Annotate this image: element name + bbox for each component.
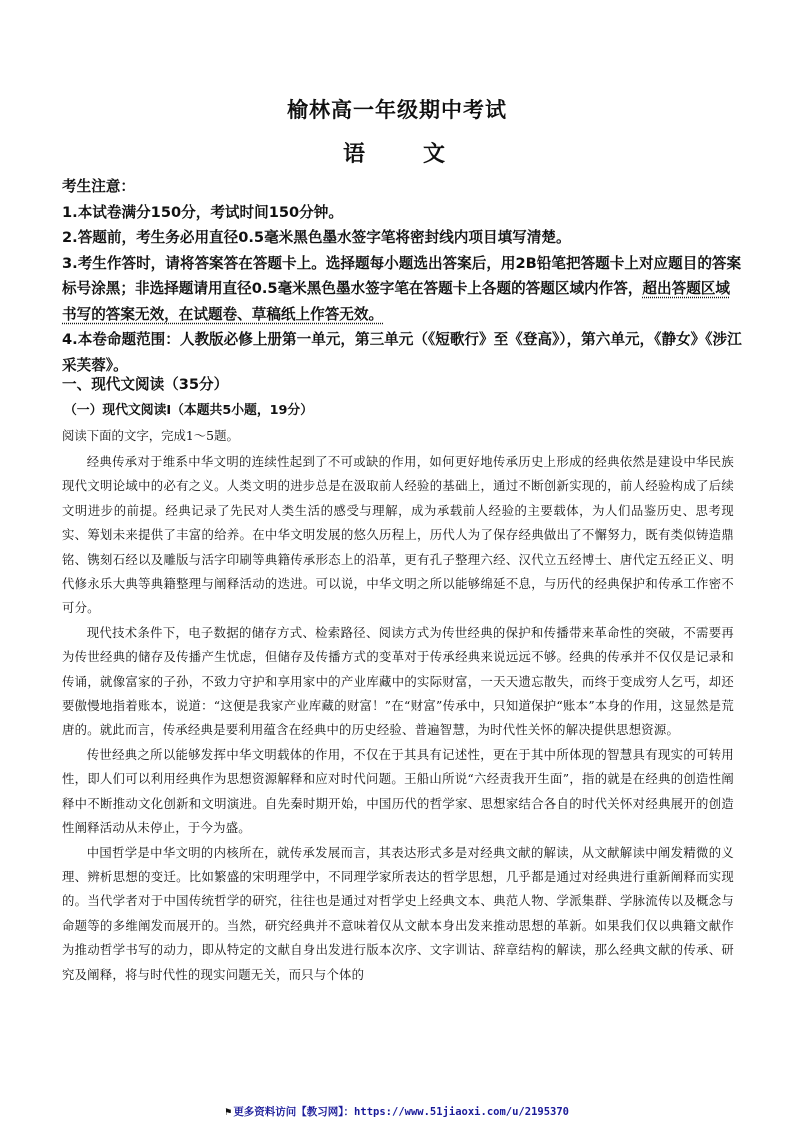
section-heading-part1-1: （一）现代文阅读Ⅰ（本题共5小题，19分） — [64, 403, 314, 418]
exam-title: 榆林高一年级期中考试 — [287, 98, 507, 122]
footer-link[interactable] — [0, 1104, 794, 1119]
flag-icon: ⚑ — [224, 1106, 232, 1118]
notice-item-3 — [62, 251, 742, 328]
notice-item-2: 2.答题前，考生务必用直径0.5毫米黑色墨水签字笔将密封线内项目填写清楚。 — [62, 229, 571, 246]
notice-item-3-emphasis: 超出答题区域书写的答案无效，在试题卷、草稿纸上作答无效。 — [62, 280, 730, 323]
passage-paragraph: 传世经典之所以能够发挥中华文明载体的作用，不仅在于其具有记述性，更在于其中所体现的智慧具有现实的可转用性，即人们可以利用经典作为思想资源解释和应对时代问题。王船山所说“六经责我开生面”，指的就是在经典的创造性阐释中不断推动文化创新和文明演进。自先秦时期开始，中国历代的哲学家、思想家结合各自的时代关怀对经典展开的创造性阐释活动从未停止，于今为盛。 — [62, 747, 734, 836]
candidate-notice — [62, 174, 742, 378]
passage-paragraph: 经典传承对于维系中华文明的连续性起到了不可或缺的作用，如何更好地传承历史上形成的经典依然是建设中华民族现代文明论域中的必有之义。人类文明的进步总是在汲取前人经验的基础上，通过不断创新实现的，前人经验构成了后续文明进步的前提。经典记录了先民对人类生活的感受与理解，成为承载前人经验的主要载体，为人们品鉴历史、思考现实、筹划未来提供了丰富的给养。在中华文明发展的悠久历程上，历代人为了保存经典做出了不懈努力，既有类似铸造鼎铭、镌刻石经以及雕版与活字印刷等典籍传承形态上的沿革，更有孔子整理六经、汉代立五经博士、唐代定五经正义、明代修永乐大典等典籍整理与阐释活动的迭进。可以说，中华文明之所以能够绵延不息，与历代的经典保护和传承工作密不可分。 — [62, 455, 734, 616]
footer-text[interactable]: 更多资料访问【教习网】：https://www.51jiaoxi.com/u/2195370 — [233, 1106, 569, 1118]
notice-item-3-text: 3.考生作答时，请将答案答在答题卡上。选择题每小题选出答案后，用2B铅笔把答题卡上对应题目的答案标号涂黑；非选择题请用直径0.5毫米黑色墨水签字笔在答题卡上各题的答题区域内作答， — [62, 254, 742, 297]
notice-item-1: 1.本试卷满分150分，考试时间150分钟。 — [62, 203, 343, 221]
notice-heading: 考生注意： — [62, 178, 135, 195]
section-heading-part1: 一、现代文阅读（35分） — [62, 376, 229, 393]
notice-item-4: 4.本卷命题范围：人教版必修上册第一单元，第三单元（《短歌行》至《登高》），第六单元，《静女》《涉江采芙蓉》。 — [62, 331, 742, 374]
passage-paragraph: 中国哲学是中华文明的内核所在，就传承发展而言，其表达形式多是对经典文献的解读，从文献解读中阐发精微的义理、辨析思想的变迁。比如繁盛的宋明理学中，不同理学家所表达的哲学思想，几乎都是通过对经典进行重新阐释而实现的。当代学者对于中国传统哲学的研究，往往也是通过对哲学史上经典文本、典范人物、学派集群、学脉流传以及概念与命题等的多维阐发而展开的。当然，研究经典并不意味着仅从文献本身出发来推动思想的革新。如果我们仅以典籍文献作为推动哲学书写的动力，即从特定的文献自身出发进行版本次序、文字训诂、辞章结构的解读，那么经典文献的传承、研究及阐释，将与时代性的现实问题无关，而只与个体的 — [62, 845, 734, 982]
reading-passage — [62, 450, 734, 987]
passage-paragraph: 现代技术条件下，电子数据的储存方式、检索路径、阅读方式为传世经典的保护和传播带来革命性的突破，不需要再为传世经典的储存及传播产生忧虑，但储存及传播方式的变革对于传承经典来说远远不够。经典的传承并不仅仅是记录和传诵，就像富家的子孙，不致力守护和享用家中的产业库藏中的实际财富，一天天遗忘散失，而终于变成穷人乞丐，却还要傲慢地指着账本，说道：“这便是我家产业库藏的财富！”在“财富”传承中，只知道保护“账本”本身的作用，这显然是荒唐的。就此而言，传承经典是要利用蕴含在经典中的历史经验、普遍智慧，为时代性关怀的解决提供思想资源。 — [62, 625, 734, 738]
reading-instruction: 阅读下面的文字，完成1～5题。 — [62, 428, 239, 443]
subject-heading: 语 文 — [342, 142, 463, 167]
